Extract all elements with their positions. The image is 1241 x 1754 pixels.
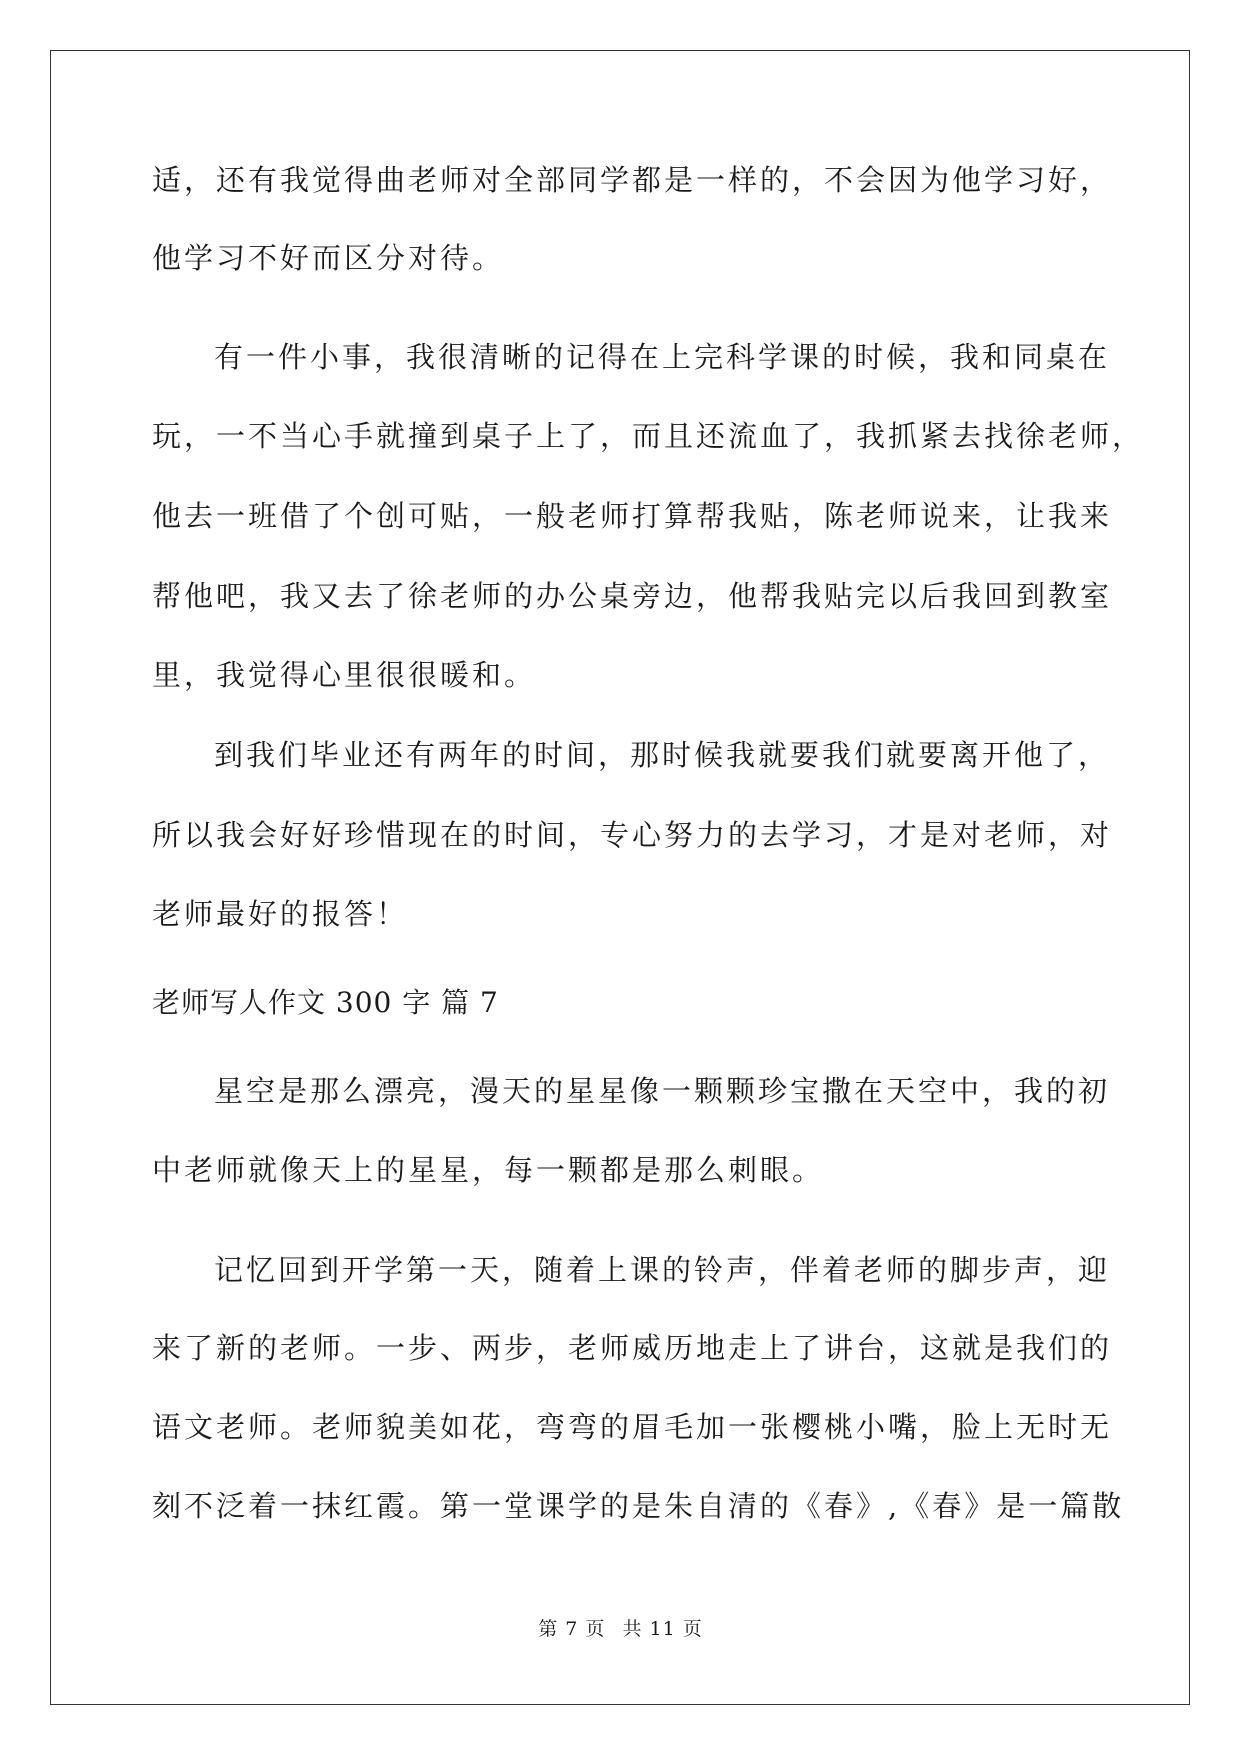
text-line: 所以我会好好珍惜现在的时间，专心努力的去学习，才是对老师，对 xyxy=(152,818,1113,852)
paragraph-start-line: 记忆回到开学第一天，随着上课的铃声，伴着老师的脚步声，迎 xyxy=(214,1253,1111,1287)
page-number: 第 7 页 xyxy=(538,1618,606,1640)
text-line: 里，我觉得心里很很暖和。 xyxy=(152,658,537,692)
paragraph-start-line: 有一件小事，我很清晰的记得在上完科学课的时候，我和同桌在 xyxy=(214,340,1111,374)
text-line: 玩，一不当心手就撞到桌子上了，而且还流血了，我抓紧去找徐老师， xyxy=(152,419,1145,453)
page-total: 共 11 页 xyxy=(622,1618,703,1640)
text-line: 语文老师。老师貌美如花，弯弯的眉毛加一张樱桃小嘴，脸上无时无 xyxy=(152,1410,1113,1444)
text-line: 他学习不好而区分对待。 xyxy=(152,241,505,275)
text-line: 适，还有我觉得曲老师对全部同学都是一样的，不会因为他学习好， xyxy=(152,163,1113,197)
text-line: 帮他吧，我又去了徐老师的办公桌旁边，他帮我贴完以后我回到教室 xyxy=(152,579,1113,613)
text-line: 刻不泛着一抹红霞。第一堂课学的是朱自清的《春》,《春》是一篇散 xyxy=(152,1489,1125,1523)
page-footer xyxy=(0,1616,1241,1642)
text-line: 中老师就像天上的星星，每一颗都是那么刺眼。 xyxy=(152,1153,825,1187)
text-line: 来了新的老师。一步、两步，老师威历地走上了讲台，这就是我们的 xyxy=(152,1331,1113,1365)
text-line: 老师最好的报答！ xyxy=(152,897,409,931)
paragraph-start-line: 星空是那么漂亮，漫天的星星像一颗颗珍宝撒在天空中，我的初 xyxy=(214,1074,1111,1108)
page-border xyxy=(50,50,1190,1705)
text-line: 他去一班借了个创可贴，一般老师打算帮我贴，陈老师说来，让我来 xyxy=(152,499,1113,533)
section-heading: 老师写人作文 300 字 篇 7 xyxy=(152,986,499,1019)
paragraph-start-line: 到我们毕业还有两年的时间，那时候我就要我们就要离开他了， xyxy=(214,738,1111,772)
